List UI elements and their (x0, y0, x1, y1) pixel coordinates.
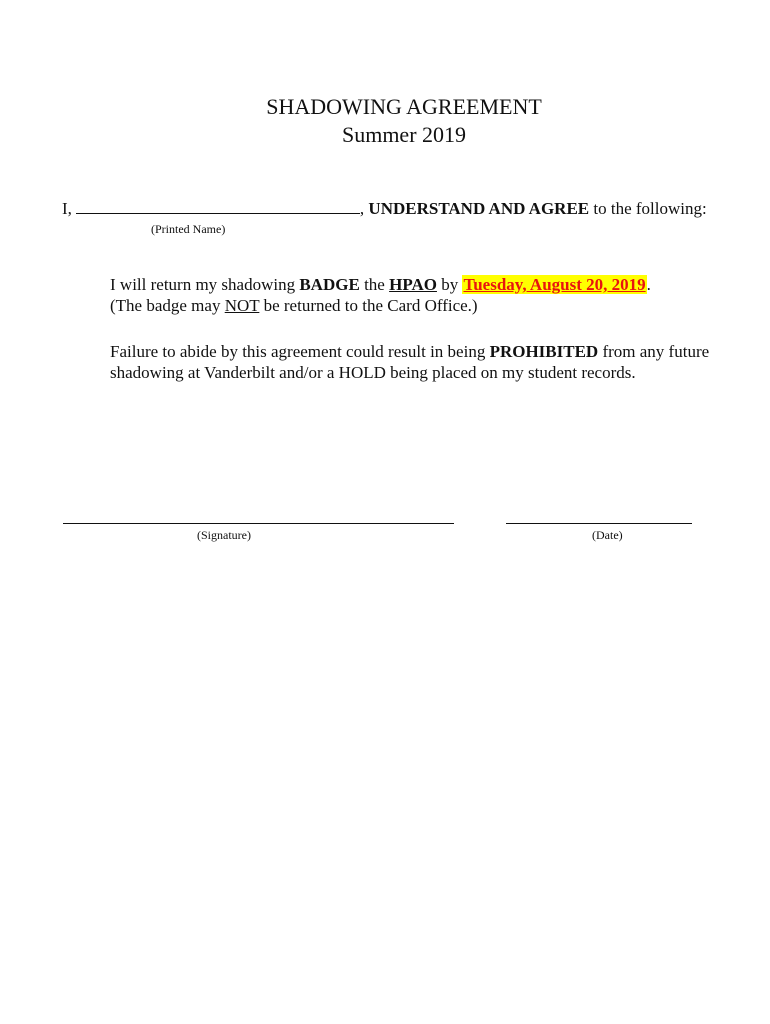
warning-line-2: shadowing at Vanderbilt and/or a HOLD being placed on my student records. (110, 362, 636, 382)
printed-name-caption: (Printed Name) (151, 222, 226, 236)
signature-caption: (Signature) (197, 528, 251, 542)
return-period: . (646, 275, 651, 294)
signature-field[interactable] (63, 523, 454, 524)
document-title: SHADOWING AGREEMENT (266, 94, 542, 119)
prohibited-text: PROHIBITED (489, 342, 599, 361)
return-clause-line-2 (110, 296, 651, 317)
warning-clause (110, 342, 709, 383)
return-clause (110, 275, 651, 316)
return-note-b: be returned to the Card Office.) (259, 295, 478, 315)
intro-prefix: I, (62, 199, 72, 218)
date-caption: (Date) (592, 528, 623, 542)
intro-suffix: to the following: (589, 199, 707, 218)
return-note-a: (The badge may (110, 295, 225, 315)
deadline-highlight: Tuesday, August 20, 2019 (463, 275, 646, 294)
intro-comma: , (359, 199, 365, 218)
hpao-text: HPAO (389, 275, 437, 294)
return-clause-line-1 (110, 275, 651, 296)
warning-line-1 (110, 342, 709, 363)
badge-text: BADGE (299, 275, 360, 294)
not-text: NOT (224, 295, 260, 315)
date-field[interactable] (506, 523, 692, 524)
return-text-1: I will return my shadowing (110, 275, 300, 294)
return-text-3: by (436, 275, 463, 294)
understand-agree-text: UNDERSTAND AND AGREE (368, 199, 590, 218)
return-text-2: the (359, 275, 390, 294)
document-subtitle: Summer 2019 (341, 122, 467, 147)
warning-text-1: Failure to abide by this agreement could result in being (110, 342, 490, 361)
printed-name-field[interactable] (76, 199, 360, 214)
title-block (0, 93, 770, 149)
intro-statement (62, 199, 707, 219)
warning-text-2: from any future (598, 342, 710, 361)
